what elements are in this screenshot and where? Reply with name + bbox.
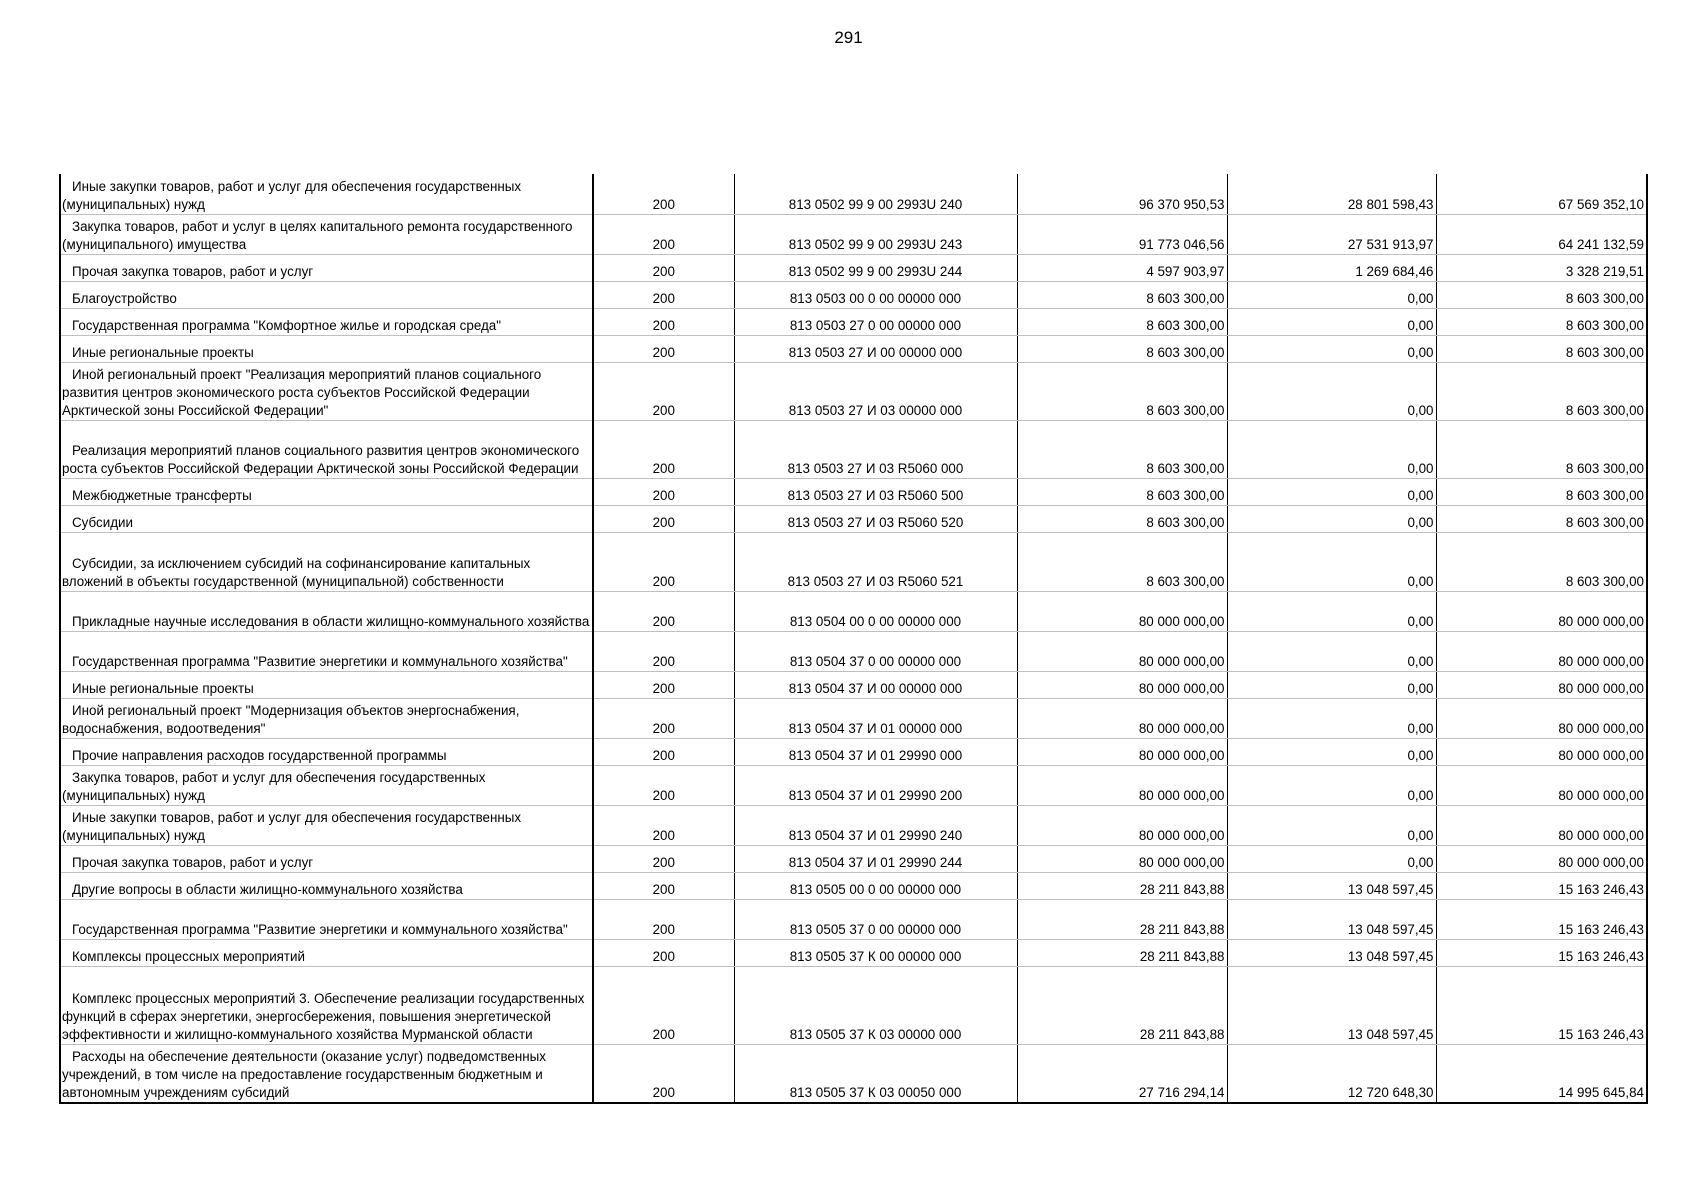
row-amount-2: 0,00: [1227, 591, 1436, 631]
row-amount-1: 80 000 000,00: [1017, 631, 1227, 671]
row-amount-1: 28 211 843,88: [1017, 939, 1227, 966]
table-row: [60, 532, 1647, 591]
row-name: Иные региональные проекты: [60, 335, 593, 362]
row-amount-3: 8 603 300,00: [1436, 420, 1647, 478]
row-kbk: 813 0502 99 9 00 2993U 244: [734, 254, 1017, 281]
row-amount-3: 80 000 000,00: [1436, 631, 1647, 671]
row-amount-2: 0,00: [1227, 281, 1436, 308]
row-code: 200: [593, 899, 734, 939]
table-row: [60, 671, 1647, 698]
row-name: Комплекс процессных мероприятий 3. Обеспечение реализации государственных функций в сферах энергетики, энергосбережения, повышения энергетической эффективности и жилищно-коммунального хозяйства Мурманской области: [60, 966, 593, 1044]
row-amount-1: 80 000 000,00: [1017, 805, 1227, 845]
budget-table: [59, 174, 1648, 1104]
row-amount-3: 80 000 000,00: [1436, 845, 1647, 872]
row-name: Государственная программа "Развитие энергетики и коммунального хозяйства": [60, 631, 593, 671]
row-code: 200: [593, 671, 734, 698]
table-row: [60, 505, 1647, 532]
table-row: [60, 174, 1647, 214]
row-code: 200: [593, 362, 734, 420]
row-name: Иные региональные проекты: [60, 671, 593, 698]
row-amount-3: 80 000 000,00: [1436, 591, 1647, 631]
row-amount-1: 80 000 000,00: [1017, 845, 1227, 872]
row-amount-1: 91 773 046,56: [1017, 214, 1227, 254]
row-code: 200: [593, 174, 734, 214]
row-code: 200: [593, 738, 734, 765]
table-row: [60, 362, 1647, 420]
row-amount-2: 0,00: [1227, 362, 1436, 420]
row-code: 200: [593, 532, 734, 591]
row-name: Реализация мероприятий планов социального развития центров экономического роста субъектов Российской Федерации Арктической зоны Российской Федерации: [60, 420, 593, 478]
row-name: Прочие направления расходов государственной программы: [60, 738, 593, 765]
table-row: [60, 1044, 1647, 1103]
row-amount-2: 0,00: [1227, 505, 1436, 532]
row-amount-3: 8 603 300,00: [1436, 505, 1647, 532]
row-amount-2: 13 048 597,45: [1227, 939, 1436, 966]
row-name: Межбюджетные трансферты: [60, 478, 593, 505]
table-row: [60, 805, 1647, 845]
row-amount-3: 8 603 300,00: [1436, 362, 1647, 420]
row-amount-1: 8 603 300,00: [1017, 505, 1227, 532]
row-kbk: 813 0503 27 И 03 R5060 000: [734, 420, 1017, 478]
table-row: [60, 845, 1647, 872]
row-kbk: 813 0504 37 И 01 29990 240: [734, 805, 1017, 845]
row-amount-2: 12 720 648,30: [1227, 1044, 1436, 1103]
row-name: Иные закупки товаров, работ и услуг для обеспечения государственных (муниципальных) нужд: [60, 805, 593, 845]
row-name: Расходы на обеспечение деятельности (оказание услуг) подведомственных учреждений, в том числе на предоставление государственным бюджетным и автономным учреждениям субсидий: [60, 1044, 593, 1103]
row-code: 200: [593, 1044, 734, 1103]
row-name: Закупка товаров, работ и услуг для обеспечения государственных (муниципальных) нужд: [60, 765, 593, 805]
row-amount-3: 8 603 300,00: [1436, 532, 1647, 591]
row-amount-1: 96 370 950,53: [1017, 174, 1227, 214]
row-amount-2: 0,00: [1227, 335, 1436, 362]
row-amount-1: 4 597 903,97: [1017, 254, 1227, 281]
row-name: Закупка товаров, работ и услуг в целях капитального ремонта государственного (муниципального) имущества: [60, 214, 593, 254]
row-amount-1: 8 603 300,00: [1017, 362, 1227, 420]
row-amount-3: 15 163 246,43: [1436, 872, 1647, 899]
row-amount-3: 8 603 300,00: [1436, 335, 1647, 362]
table-row: [60, 591, 1647, 631]
row-kbk: 813 0503 27 И 03 00000 000: [734, 362, 1017, 420]
table-row: [60, 254, 1647, 281]
table-row: [60, 335, 1647, 362]
row-amount-2: 13 048 597,45: [1227, 899, 1436, 939]
row-amount-3: 14 995 645,84: [1436, 1044, 1647, 1103]
row-kbk: 813 0504 37 0 00 00000 000: [734, 631, 1017, 671]
row-kbk: 813 0503 27 И 03 R5060 520: [734, 505, 1017, 532]
row-code: 200: [593, 631, 734, 671]
row-kbk: 813 0505 37 К 00 00000 000: [734, 939, 1017, 966]
row-code: 200: [593, 505, 734, 532]
row-kbk: 813 0504 37 И 01 29990 244: [734, 845, 1017, 872]
row-amount-2: 0,00: [1227, 671, 1436, 698]
table-row: [60, 214, 1647, 254]
page-number: 291: [834, 28, 863, 47]
row-amount-2: 27 531 913,97: [1227, 214, 1436, 254]
row-name: Благоустройство: [60, 281, 593, 308]
row-kbk: 813 0504 37 И 01 00000 000: [734, 698, 1017, 738]
table-row: [60, 765, 1647, 805]
row-amount-3: 8 603 300,00: [1436, 308, 1647, 335]
row-code: 200: [593, 281, 734, 308]
row-name: Прикладные научные исследования в области жилищно-коммунального хозяйства: [60, 591, 593, 631]
row-code: 200: [593, 845, 734, 872]
row-amount-1: 8 603 300,00: [1017, 420, 1227, 478]
row-amount-2: 0,00: [1227, 420, 1436, 478]
row-amount-2: 13 048 597,45: [1227, 872, 1436, 899]
row-kbk: 813 0503 27 И 00 00000 000: [734, 335, 1017, 362]
budget-table-body: [60, 174, 1647, 1103]
row-amount-2: 0,00: [1227, 738, 1436, 765]
row-kbk: 813 0504 00 0 00 00000 000: [734, 591, 1017, 631]
row-amount-2: 0,00: [1227, 631, 1436, 671]
row-kbk: 813 0503 27 0 00 00000 000: [734, 308, 1017, 335]
row-kbk: 813 0502 99 9 00 2993U 243: [734, 214, 1017, 254]
row-amount-2: 0,00: [1227, 765, 1436, 805]
row-amount-1: 8 603 300,00: [1017, 308, 1227, 335]
row-amount-2: 0,00: [1227, 308, 1436, 335]
row-code: 200: [593, 308, 734, 335]
table-row: [60, 698, 1647, 738]
row-name: Комплексы процессных мероприятий: [60, 939, 593, 966]
row-name: Прочая закупка товаров, работ и услуг: [60, 845, 593, 872]
table-row: [60, 738, 1647, 765]
row-amount-3: 80 000 000,00: [1436, 671, 1647, 698]
row-kbk: 813 0505 37 К 03 00050 000: [734, 1044, 1017, 1103]
row-amount-3: 80 000 000,00: [1436, 738, 1647, 765]
table-row: [60, 631, 1647, 671]
table-row: [60, 478, 1647, 505]
row-name: Прочая закупка товаров, работ и услуг: [60, 254, 593, 281]
row-kbk: 813 0503 00 0 00 00000 000: [734, 281, 1017, 308]
row-code: 200: [593, 805, 734, 845]
row-amount-1: 80 000 000,00: [1017, 738, 1227, 765]
row-code: 200: [593, 872, 734, 899]
row-amount-1: 8 603 300,00: [1017, 335, 1227, 362]
row-code: 200: [593, 591, 734, 631]
row-kbk: 813 0504 37 И 01 29990 200: [734, 765, 1017, 805]
row-amount-1: 80 000 000,00: [1017, 698, 1227, 738]
row-amount-1: 27 716 294,14: [1017, 1044, 1227, 1103]
row-name: Другие вопросы в области жилищно-коммунального хозяйства: [60, 872, 593, 899]
table-row: [60, 281, 1647, 308]
row-amount-3: 15 163 246,43: [1436, 899, 1647, 939]
row-amount-2: 0,00: [1227, 805, 1436, 845]
table-row: [60, 308, 1647, 335]
row-amount-1: 8 603 300,00: [1017, 281, 1227, 308]
row-amount-1: 80 000 000,00: [1017, 671, 1227, 698]
table-row: [60, 872, 1647, 899]
row-code: 200: [593, 254, 734, 281]
row-code: 200: [593, 939, 734, 966]
row-kbk: 813 0504 37 И 01 29990 000: [734, 738, 1017, 765]
row-amount-2: 0,00: [1227, 478, 1436, 505]
row-code: 200: [593, 698, 734, 738]
row-amount-3: 80 000 000,00: [1436, 698, 1647, 738]
row-amount-3: 80 000 000,00: [1436, 805, 1647, 845]
row-amount-3: 64 241 132,59: [1436, 214, 1647, 254]
table-row: [60, 939, 1647, 966]
row-kbk: 813 0503 27 И 03 R5060 500: [734, 478, 1017, 505]
row-kbk: 813 0503 27 И 03 R5060 521: [734, 532, 1017, 591]
row-kbk: 813 0505 37 К 03 00000 000: [734, 966, 1017, 1044]
row-name: Государственная программа "Комфортное жилье и городская среда": [60, 308, 593, 335]
row-code: 200: [593, 765, 734, 805]
row-kbk: 813 0504 37 И 00 00000 000: [734, 671, 1017, 698]
row-name: Иной региональный проект "Модернизация объектов энергоснабжения, водоснабжения, водоотведения": [60, 698, 593, 738]
row-code: 200: [593, 335, 734, 362]
row-amount-1: 80 000 000,00: [1017, 591, 1227, 631]
row-amount-2: 0,00: [1227, 845, 1436, 872]
row-amount-2: 0,00: [1227, 532, 1436, 591]
table-row: [60, 420, 1647, 478]
row-amount-3: 3 328 219,51: [1436, 254, 1647, 281]
row-amount-2: 28 801 598,43: [1227, 174, 1436, 214]
row-name: Субсидии, за исключением субсидий на софинансирование капитальных вложений в объекты государственной (муниципальной) собственности: [60, 532, 593, 591]
row-amount-3: 80 000 000,00: [1436, 765, 1647, 805]
row-code: 200: [593, 420, 734, 478]
row-name: Иные закупки товаров, работ и услуг для обеспечения государственных (муниципальных) нужд: [60, 174, 593, 214]
row-amount-3: 8 603 300,00: [1436, 478, 1647, 505]
row-amount-3: 15 163 246,43: [1436, 939, 1647, 966]
row-code: 200: [593, 478, 734, 505]
row-code: 200: [593, 214, 734, 254]
row-amount-3: 67 569 352,10: [1436, 174, 1647, 214]
row-name: Иной региональный проект "Реализация мероприятий планов социального развития центров экономического роста субъектов Российской Федерации Арктической зоны Российской Федерации": [60, 362, 593, 420]
row-code: 200: [593, 966, 734, 1044]
row-amount-1: 8 603 300,00: [1017, 532, 1227, 591]
row-amount-1: 28 211 843,88: [1017, 899, 1227, 939]
row-name: Государственная программа "Развитие энергетики и коммунального хозяйства": [60, 899, 593, 939]
row-amount-3: 15 163 246,43: [1436, 966, 1647, 1044]
table-row: [60, 899, 1647, 939]
row-amount-1: 80 000 000,00: [1017, 765, 1227, 805]
row-name: Субсидии: [60, 505, 593, 532]
row-kbk: 813 0505 00 0 00 00000 000: [734, 872, 1017, 899]
row-amount-1: 28 211 843,88: [1017, 966, 1227, 1044]
row-amount-2: 13 048 597,45: [1227, 966, 1436, 1044]
row-amount-1: 8 603 300,00: [1017, 478, 1227, 505]
row-amount-2: 1 269 684,46: [1227, 254, 1436, 281]
row-kbk: 813 0505 37 0 00 00000 000: [734, 899, 1017, 939]
table-row: [60, 966, 1647, 1044]
row-amount-2: 0,00: [1227, 698, 1436, 738]
row-amount-1: 28 211 843,88: [1017, 872, 1227, 899]
row-amount-3: 8 603 300,00: [1436, 281, 1647, 308]
row-kbk: 813 0502 99 9 00 2993U 240: [734, 174, 1017, 214]
